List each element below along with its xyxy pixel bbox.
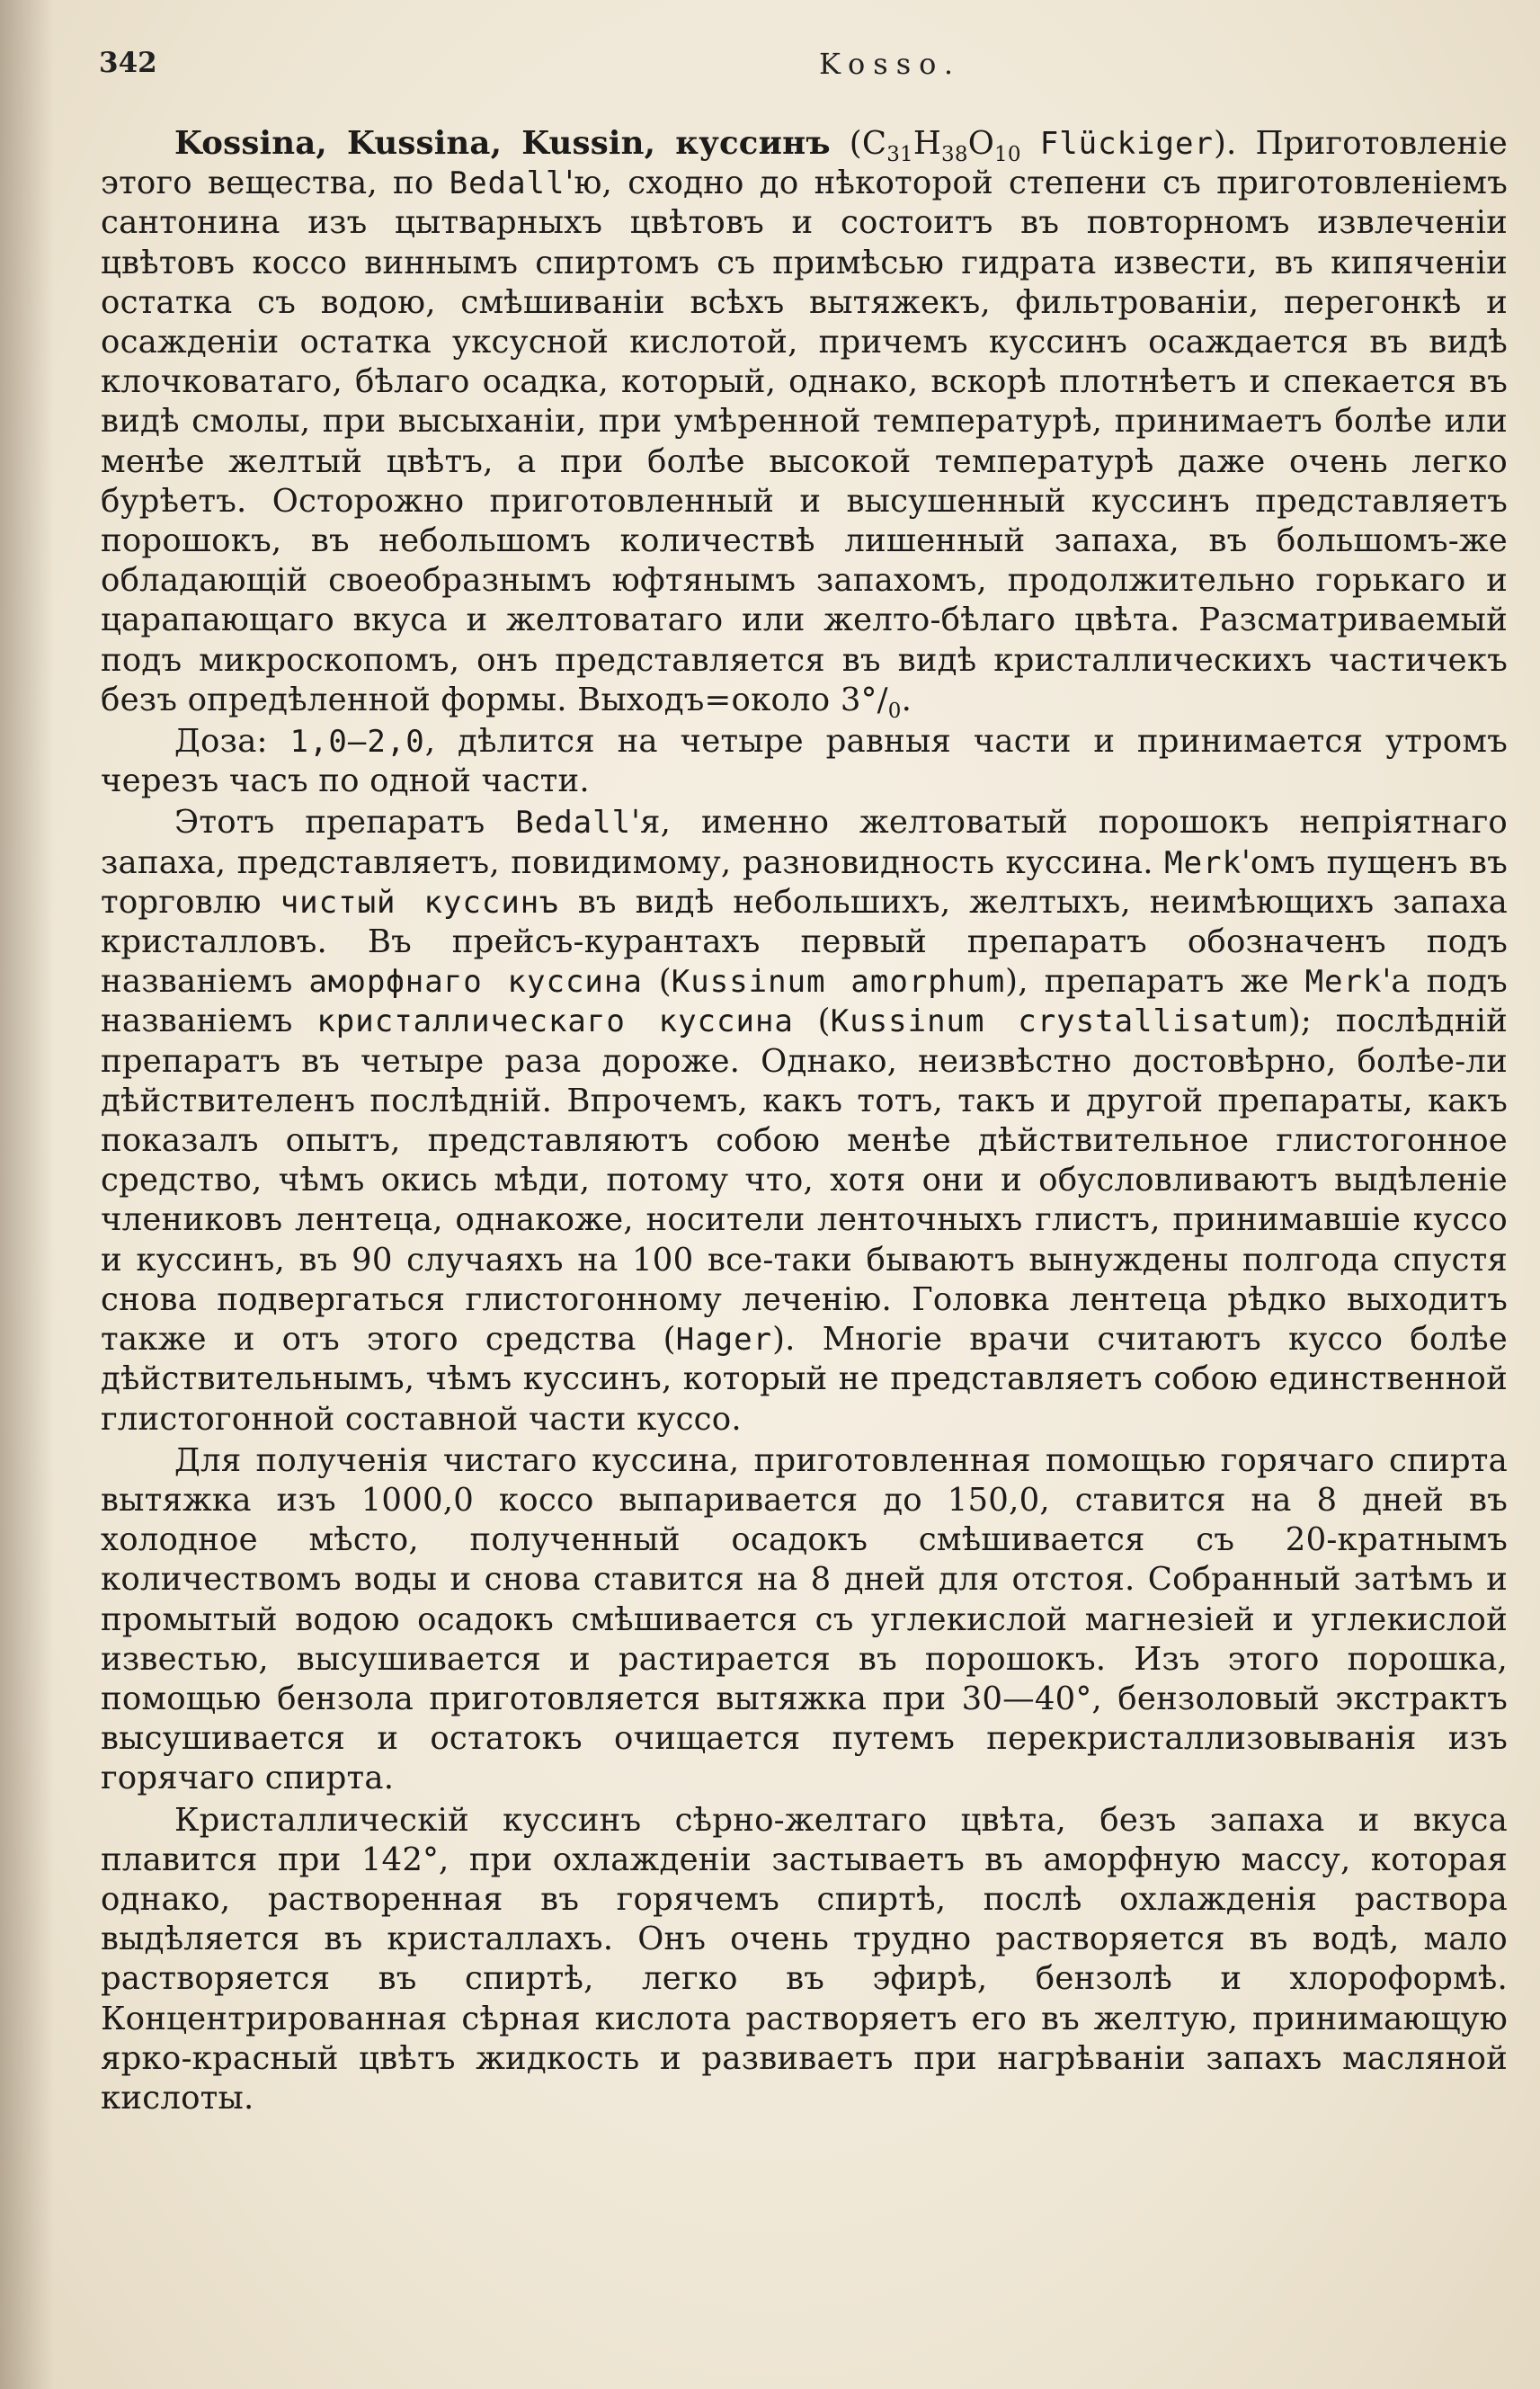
author-bedall: Bedall [449, 165, 565, 202]
page-number: 342 [99, 47, 157, 79]
page-header [99, 47, 1519, 92]
body-text [101, 124, 1508, 2118]
paragraph-kussin-preparation: Kossina, Kussina, Kussin, куссинъ ($C_{31}H_{38}O_{10}$ Flückiger). Приготовленіе этого вещества, по Bedall'ю, сходно до нѣкоторой степени съ приготовленіемъ сантонина изъ цытварныхъ цвѣтовъ и состоитъ въ повторномъ извлеченіи цвѣтовъ коссо виннымъ спиртомъ съ примѣсью гидрата извести, въ кипяченіи остатка съ водою, смѣшиваніи всѣхъ вытяжекъ, фильтрованіи, перегонкѣ и осажденіи остатка уксусной кислотой, причемъ куссинъ осаждается въ видѣ клочковатаго, бѣлаго осадка, который, однако, вскорѣ плотнѣетъ и спекается въ видѣ смолы, при высыханіи, при умѣренной температурѣ, принимаетъ болѣе или менѣе желтый цвѣтъ, а при болѣе высокой температурѣ даже очень легко бурѣетъ. Осторожно приготовленный и высушенный куссинъ представляетъ порошокъ, въ небольшомъ количествѣ лишенный запаха, въ большомъ-же обладающій своеобразнымъ юфтянымъ запахомъ, продолжительно горькаго и царапающаго вкуса и желтоватаго или желто-бѣлаго цвѣта. Разсматриваемый подъ микроскопомъ, онъ представляется въ видѣ кристаллическихъ частичекъ безъ опредѣленной формы. Выходъ=около $3^\circ/_0$. [101, 125, 1508, 723]
running-title: Kosso. [818, 47, 962, 81]
dose-value: 1,0—2,0 [289, 724, 425, 761]
paragraph-preparations: Этотъ препаратъ Bedall'я, именно желтоватый порошокъ непріятнаго запаха, представляетъ, повидимому, разновидность куссина. Merk'омъ пущенъ въ торговлю чистый куссинъ въ видѣ небольшихъ, желтыхъ, неимѣющихъ запаха кристалловъ. Въ прейсъ-курантахъ первый препаратъ обозначенъ подъ названіемъ аморфнаго куссина (Kussinum amorphum), препаратъ же Merk'а подъ названіемъ кристаллическаго куссина (Kussinum crystallisatum); послѣдній препаратъ въ четыре раза дороже. Однако, неизвѣстно достовѣрно, болѣе-ли дѣйствителенъ послѣдній. Впрочемъ, какъ тотъ, такъ и другой препараты, какъ показалъ опытъ, представляютъ собою менѣе дѣйствительное глистогонное средство, чѣмъ окись мѣди, потому что, хотя они и обусловливаютъ выдѣленіе члениковъ лентеца, однакоже, носители ленточныхъ глистъ, принимавшіе куссо и куссинъ, въ 90 случаяхъ на 100 все-таки бываютъ вынуждены полгода спустя снова подвергаться глистогонному леченію. Головка лентеца рѣдко выходитъ также и отъ этого средства (Hager). Многіе врачи считаютъ куссо болѣе дѣйствительнымъ, чѣмъ куссинъ, который не представляетъ собою единственной глистогонной составной части куссо. [101, 804, 1509, 1438]
paragraph-crystalline-kussin: Кристаллическій куссинъ сѣрно-желтаго цвѣта, безъ запаха и вкуса плавится при 142°, при охлажденіи застываетъ въ аморфную массу, которая однако, растворенная въ горячемъ спиртѣ, послѣ охлажденія раствора выдѣляется въ кристаллахъ. Онъ очень трудно растворяется въ водѣ, мало растворяется въ спиртѣ, легко въ эфирѣ, бензолѣ и хлороформѣ. Концентрированная сѣрная кислота растворяетъ его въ желтую, принимающую ярко-красный цвѣтъ жидкость и развиваетъ при нагрѣваніи запахъ масляной кислоты. [101, 1801, 1508, 2117]
dose-label: Доза: [174, 723, 290, 761]
author-flueckiger: Flückiger [1039, 126, 1214, 162]
entry-heading: Kossina, Kussina, Kussin, куссинъ [174, 125, 831, 162]
paragraph-dose: Доза: 1,0—2,0, дѣлится на четыре равныя части и принимается утромъ черезъ часъ по одной части. [101, 723, 1508, 800]
binding-shadow [0, 0, 54, 2389]
paragraph-pure-kussin: Для полученія чистаго куссина, приготовленная помощью горячаго спирта вытяжка изъ 1000,0 коссо выпаривается до 150,0, ставится на 8 дней въ холодное мѣсто, полученный осадокъ смѣшивается съ 20-кратнымъ количествомъ воды и снова ставится на 8 дней для отстоя. Собранный затѣмъ и промытый водою осадокъ смѣшивается съ углекислой магнезіей и углекислой известью, высушивается и растирается въ порошокъ. Изъ этого порошка, помощью бензола приготовляется вытяжка при 30—40°, бензоловый экстрактъ высушивается и остатокъ очищается путемъ перекристаллизовыванія изъ горячаго спирта. [101, 1441, 1508, 1797]
